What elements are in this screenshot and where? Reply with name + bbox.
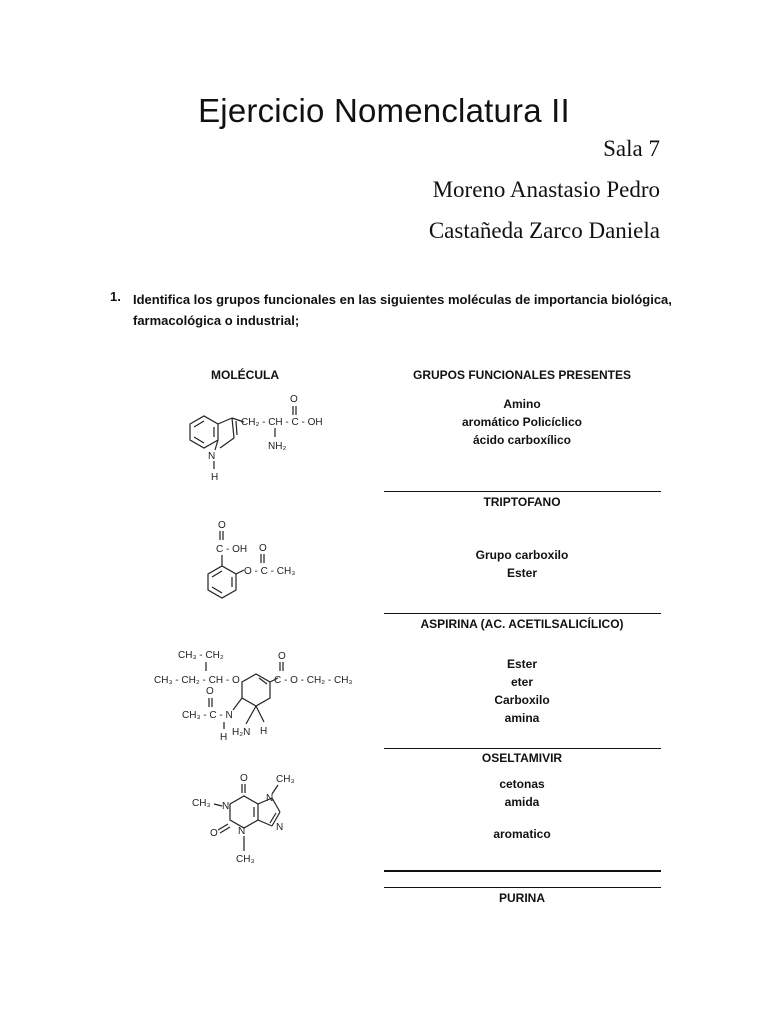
- oseltamivir-top: CH₃ - CH₂: [178, 650, 224, 661]
- tryptophan-nh2: NH₂: [268, 441, 287, 452]
- oseltamivir-structure: [150, 640, 360, 743]
- row2-group-1: Grupo carboxilo: [475, 548, 569, 562]
- oseltamivir-h2n: H₂N: [232, 727, 251, 738]
- question-text: Identifica los grupos funcionales en las siguientes moléculas de importancia biológica, farmacológica o industrial;: [133, 292, 672, 328]
- row4-group-2: amida: [504, 795, 540, 809]
- row1-group-1: Amino: [503, 397, 541, 411]
- row4-groups: [384, 775, 660, 843]
- aspirin-o-ester: O: [259, 543, 267, 554]
- oseltamivir-ether: CH₃ - CH₂ - CH - O: [154, 675, 240, 686]
- oseltamivir-h: H: [260, 726, 268, 737]
- row4-group-1: cetonas: [499, 777, 545, 791]
- row2-molecule-name: ASPIRINA (AC. ACETILSALICÍLICO): [420, 617, 624, 631]
- row4-rule: [384, 887, 661, 888]
- caffeine-ch3-1: CH₃: [192, 798, 211, 809]
- row4-group-4: aromatico: [493, 827, 551, 841]
- caffeine-n3: N: [238, 826, 246, 837]
- author-1: Moreno Anastasio Pedro: [432, 177, 660, 202]
- row3-molecule-name: OSELTAMIVIR: [481, 751, 563, 765]
- oseltamivir-o-ester: O: [278, 651, 286, 662]
- row2-groups: [384, 546, 660, 582]
- room-label: Sala 7: [603, 136, 660, 161]
- oseltamivir-o-amide: O: [206, 686, 214, 697]
- row2-group-2: Ester: [506, 566, 538, 580]
- tryptophan-h: H: [211, 472, 219, 483]
- header-groups: GRUPOS FUNCIONALES PRESENTES: [412, 368, 632, 382]
- page-title: Ejercicio Nomenclatura II: [198, 92, 570, 129]
- caffeine-o2: O: [210, 828, 218, 839]
- question-number: 1.: [110, 289, 121, 304]
- row4-rule-thick: [384, 870, 661, 872]
- aspirin-structure: [196, 514, 316, 604]
- row4-group-3: [384, 811, 660, 825]
- caffeine-ch3-7: CH₃: [276, 774, 295, 785]
- row3-group-1: Ester: [506, 657, 538, 671]
- oseltamivir-ester: C - O - CH₂ - CH₃: [274, 675, 353, 686]
- tryptophan-structure: [168, 388, 348, 488]
- caffeine-ch3-3: CH₃: [236, 854, 255, 865]
- oseltamivir-amide: CH₃ - C - N: [182, 710, 233, 721]
- header-molecule: MOLÉCULA: [211, 368, 279, 382]
- row3-group-2: eter: [510, 675, 533, 689]
- row3-group-4: amina: [504, 711, 540, 725]
- tryptophan-n: N: [208, 451, 216, 462]
- row1-rule: [384, 491, 661, 492]
- row1-group-3: ácido carboxílico: [472, 433, 572, 447]
- row1-molecule-name: TRIPTOFANO: [483, 495, 561, 509]
- aspirin-ester: O - C - CH₃: [244, 566, 296, 577]
- row1-groups: [384, 395, 660, 449]
- row3-group-3: Carboxilo: [494, 693, 550, 707]
- aspirin-o-top: O: [218, 520, 226, 531]
- aspirin-cooh: C - OH: [216, 544, 248, 555]
- caffeine-n9: N: [276, 822, 284, 833]
- caffeine-n1: N: [222, 801, 230, 812]
- caffeine-o1: O: [240, 773, 248, 784]
- row1-group-2: aromático Policíclico: [461, 415, 583, 429]
- caffeine-n7: N: [266, 793, 274, 804]
- row3-groups: [384, 655, 660, 727]
- author-2: Castañeda Zarco Daniela: [428, 218, 660, 243]
- oseltamivir-h-n: H: [220, 732, 228, 743]
- row2-rule: [384, 613, 661, 614]
- tryptophan-o: O: [290, 394, 298, 405]
- row3-rule: [384, 748, 661, 749]
- caffeine-structure: [192, 768, 312, 868]
- row4-molecule-name: PURINA: [498, 891, 545, 905]
- tryptophan-chain: CH₂ - CH - C - OH: [241, 417, 323, 428]
